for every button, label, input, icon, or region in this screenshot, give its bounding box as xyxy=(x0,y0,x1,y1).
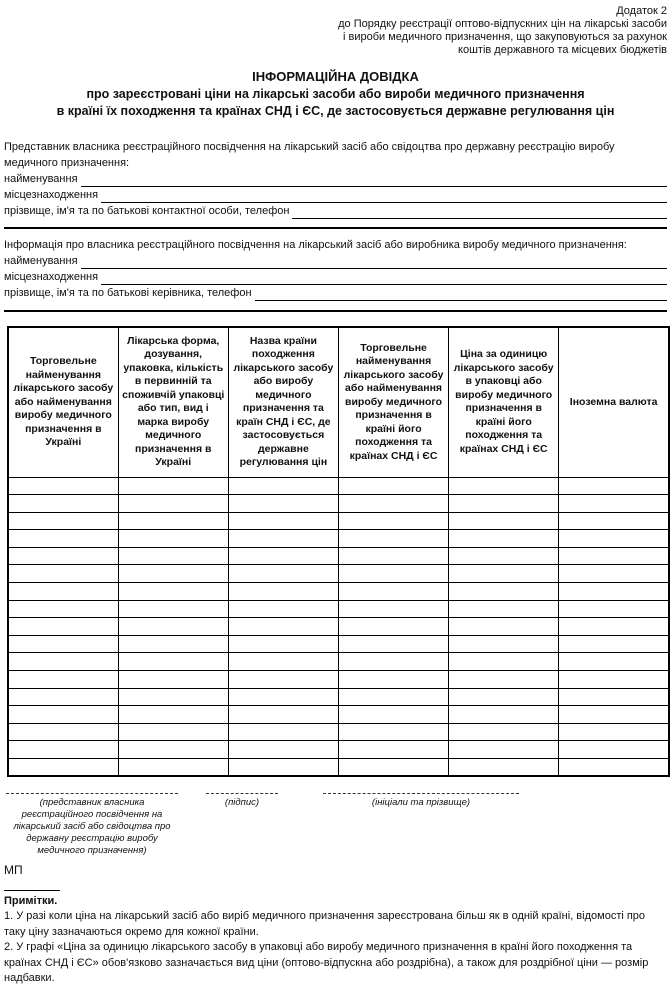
signature-line xyxy=(6,793,178,794)
table-cell xyxy=(449,671,559,689)
table-cell xyxy=(118,565,228,583)
table-cell xyxy=(559,635,669,653)
table-cell xyxy=(8,618,118,636)
table-cell xyxy=(338,671,448,689)
table-row xyxy=(8,530,669,548)
table-row xyxy=(8,565,669,583)
table-header-cell: Лікарська форма, дозування, упаковка, кількість в первинній та споживчій упаковці або тип, вид і марка виробу медичного призначення в Україні xyxy=(118,327,228,477)
field-owner-name-label: найменування xyxy=(4,255,78,267)
table-header-cell: Торговельне найменування лікарського засобу або найменування виробу медичного призначення в країні його походження та країнах СНД і ЄС xyxy=(338,327,448,477)
signature-fullname-caption: (ініціали та прізвище) xyxy=(371,797,471,809)
section-divider xyxy=(4,227,667,229)
table-cell xyxy=(559,653,669,671)
table-cell xyxy=(449,477,559,495)
table-cell xyxy=(449,547,559,565)
table-cell xyxy=(449,618,559,636)
table-cell xyxy=(228,706,338,724)
table-cell xyxy=(228,688,338,706)
table-cell xyxy=(338,759,448,777)
signature-line xyxy=(323,793,519,794)
price-table xyxy=(7,326,670,777)
table-cell xyxy=(118,530,228,548)
table-cell xyxy=(449,565,559,583)
table-cell xyxy=(228,653,338,671)
table-cell xyxy=(338,618,448,636)
table-cell xyxy=(118,618,228,636)
table-cell xyxy=(449,600,559,618)
appendix-line: коштів державного та місцевих бюджетів xyxy=(458,44,667,56)
table-cell xyxy=(8,759,118,777)
field-contact-person-blank-line xyxy=(292,206,667,219)
table-row xyxy=(8,495,669,513)
title-subtitle-1: про зареєстровані ціни на лікарські засоби або вироби медичного призначення xyxy=(86,87,585,101)
table-cell xyxy=(559,477,669,495)
table-row xyxy=(8,706,669,724)
table-row xyxy=(8,671,669,689)
appendix-line: до Порядку реєстрації оптово-відпускних цін на лікарські засоби xyxy=(338,18,667,30)
table-cell xyxy=(449,741,559,759)
section-owner xyxy=(4,237,667,301)
section-owner-intro: Інформація про власника реєстраційного посвідчення на лікарський засіб або виробника виробу медичного призначення: xyxy=(4,239,627,251)
table-cell xyxy=(8,706,118,724)
table-cell xyxy=(338,723,448,741)
table-cell xyxy=(228,723,338,741)
table-cell xyxy=(338,512,448,530)
table-row xyxy=(8,600,669,618)
table-cell xyxy=(449,635,559,653)
table-cell xyxy=(559,688,669,706)
table-cell xyxy=(118,547,228,565)
table-cell xyxy=(8,477,118,495)
table-cell xyxy=(338,495,448,513)
table-cell xyxy=(228,583,338,601)
table-cell xyxy=(8,530,118,548)
table-cell xyxy=(559,547,669,565)
table-cell xyxy=(228,741,338,759)
table-cell xyxy=(118,600,228,618)
title-main: ІНФОРМАЦІЙНА ДОВІДКА xyxy=(252,69,419,84)
notes-divider xyxy=(4,890,60,891)
field-contact-person xyxy=(4,203,667,219)
table-cell xyxy=(8,565,118,583)
table-cell xyxy=(559,565,669,583)
table-header-cell: Торговельне найменування лікарського засобу або найменування виробу медичного призначення в Україні xyxy=(8,327,118,477)
table-cell xyxy=(228,759,338,777)
table-cell xyxy=(228,565,338,583)
table-cell xyxy=(8,495,118,513)
table-cell xyxy=(8,653,118,671)
field-director xyxy=(4,285,667,301)
table-row xyxy=(8,547,669,565)
table-row xyxy=(8,688,669,706)
signature-spacer xyxy=(178,793,206,857)
price-table-body xyxy=(8,477,669,776)
table-cell xyxy=(8,671,118,689)
table-cell xyxy=(338,653,448,671)
table-cell xyxy=(338,583,448,601)
section-divider xyxy=(4,310,667,312)
signature-line xyxy=(206,793,278,794)
table-row xyxy=(8,583,669,601)
table-cell xyxy=(8,723,118,741)
table-cell xyxy=(338,565,448,583)
table-cell xyxy=(228,530,338,548)
table-row xyxy=(8,477,669,495)
table-cell xyxy=(8,741,118,759)
table-cell xyxy=(8,688,118,706)
table-cell xyxy=(559,706,669,724)
table-cell xyxy=(8,512,118,530)
table-cell xyxy=(559,741,669,759)
field-owner-location-blank-line xyxy=(101,272,667,285)
table-cell xyxy=(118,477,228,495)
appendix-line: Додаток 2 xyxy=(616,5,667,17)
table-header-row xyxy=(8,327,669,477)
section-representative xyxy=(4,139,667,219)
table-cell xyxy=(338,688,448,706)
table-cell xyxy=(449,688,559,706)
table-header-cell: Назва країни походження лікарського засобу або виробу медичного призначення та країн СНД і ЄС, де застосовується державне регулювання цін xyxy=(228,327,338,477)
note-1: 1. У разі коли ціна на лікарський засіб або виріб медичного призначення зареєстрована більш як в одній країні, відомості про таку ціну зазначаються окремо для кожної країни. xyxy=(4,910,646,938)
table-cell xyxy=(338,530,448,548)
table-cell xyxy=(228,512,338,530)
table-row xyxy=(8,759,669,777)
table-cell xyxy=(228,635,338,653)
table-cell xyxy=(449,530,559,548)
signature-representative-caption: (представник власника реєстраційного посвідчення на лікарський засіб або свідоцтва про державну реєстрацію виробу медичного призначення) xyxy=(13,797,171,857)
field-location-blank-line xyxy=(101,190,667,203)
table-cell xyxy=(559,530,669,548)
table-cell xyxy=(228,495,338,513)
table-cell xyxy=(118,688,228,706)
signature-sign-caption: (підпис) xyxy=(224,797,260,809)
appendix-line: і вироби медичного призначення, що закуповуються за рахунок xyxy=(343,31,667,43)
notes-heading: Примітки. xyxy=(4,895,58,908)
table-cell xyxy=(118,706,228,724)
appendix-reference xyxy=(4,5,667,57)
table-cell xyxy=(338,741,448,759)
table-row xyxy=(8,512,669,530)
table-cell xyxy=(449,653,559,671)
table-cell xyxy=(338,547,448,565)
section-representative-intro: Представник власника реєстраційного посвідчення на лікарський засіб або свідоцтва про державну реєстрацію виробу медичного призначення: xyxy=(4,141,615,169)
table-row xyxy=(8,635,669,653)
field-director-label: прізвище, ім'я та по батькові керівника, телефон xyxy=(4,287,252,299)
table-cell xyxy=(559,583,669,601)
signature-fullname xyxy=(323,793,519,857)
table-cell xyxy=(118,759,228,777)
table-cell xyxy=(449,759,559,777)
table-row xyxy=(8,741,669,759)
table-row xyxy=(8,723,669,741)
table-cell xyxy=(228,547,338,565)
table-cell xyxy=(449,583,559,601)
table-cell xyxy=(559,759,669,777)
table-row xyxy=(8,653,669,671)
table-cell xyxy=(559,723,669,741)
table-cell xyxy=(559,495,669,513)
field-name xyxy=(4,171,667,187)
table-cell xyxy=(118,635,228,653)
table-cell xyxy=(449,512,559,530)
table-header-cell: Ціна за одиницю лікарського засобу в упаковці або виробу медичного призначення в країні його походження та країнах СНД і ЄС xyxy=(449,327,559,477)
table-header-cell: Іноземна валюта xyxy=(559,327,669,477)
table-cell xyxy=(228,618,338,636)
field-owner-location-label: місцезнаходження xyxy=(4,271,99,283)
price-table-head xyxy=(8,327,669,477)
table-cell xyxy=(228,477,338,495)
table-cell xyxy=(338,706,448,724)
field-contact-person-label: прізвище, ім'я та по батькові контактної особи, телефон xyxy=(4,205,290,217)
table-cell xyxy=(228,600,338,618)
table-cell xyxy=(118,512,228,530)
table-cell xyxy=(228,671,338,689)
field-owner-name-blank-line xyxy=(81,256,667,269)
title-subtitle-2: в країні їх походження та країнах СНД і ЄС, де застосовується державне регулювання цін xyxy=(56,104,615,118)
table-cell xyxy=(8,547,118,565)
table-cell xyxy=(338,600,448,618)
table-cell xyxy=(8,600,118,618)
table-cell xyxy=(338,477,448,495)
seal-mark: МП xyxy=(4,863,23,878)
table-cell xyxy=(118,583,228,601)
table-cell xyxy=(118,741,228,759)
table-cell xyxy=(559,512,669,530)
table-cell xyxy=(8,635,118,653)
table-cell xyxy=(449,495,559,513)
document-title xyxy=(4,68,667,120)
field-name-blank-line xyxy=(81,174,667,187)
note-2: 2. У графі «Ціна за одиницю лікарського засобу в упаковці або виробу медичного призначення в країні його походження та країнах СНД і ЄС» обов'язково зазначається вид ціни (оптово-відпускна або роздрібна), а також для роздрібної ціни — розмір надбавки. xyxy=(4,941,649,985)
signature-block xyxy=(4,793,667,857)
table-cell xyxy=(118,723,228,741)
table-cell xyxy=(449,706,559,724)
table-cell xyxy=(559,600,669,618)
table-cell xyxy=(118,671,228,689)
table-cell xyxy=(449,723,559,741)
table-cell xyxy=(559,618,669,636)
signature-sign xyxy=(206,793,278,857)
signature-spacer xyxy=(278,793,323,857)
field-director-blank-line xyxy=(255,288,667,301)
table-cell xyxy=(338,635,448,653)
table-cell xyxy=(8,583,118,601)
field-location-label: місцезнаходження xyxy=(4,189,99,201)
table-cell xyxy=(118,653,228,671)
field-owner-location xyxy=(4,269,667,285)
field-location xyxy=(4,187,667,203)
table-cell xyxy=(118,495,228,513)
table-row xyxy=(8,618,669,636)
table-cell xyxy=(559,671,669,689)
field-owner-name xyxy=(4,253,667,269)
signature-representative xyxy=(6,793,178,857)
field-name-label: найменування xyxy=(4,173,78,185)
